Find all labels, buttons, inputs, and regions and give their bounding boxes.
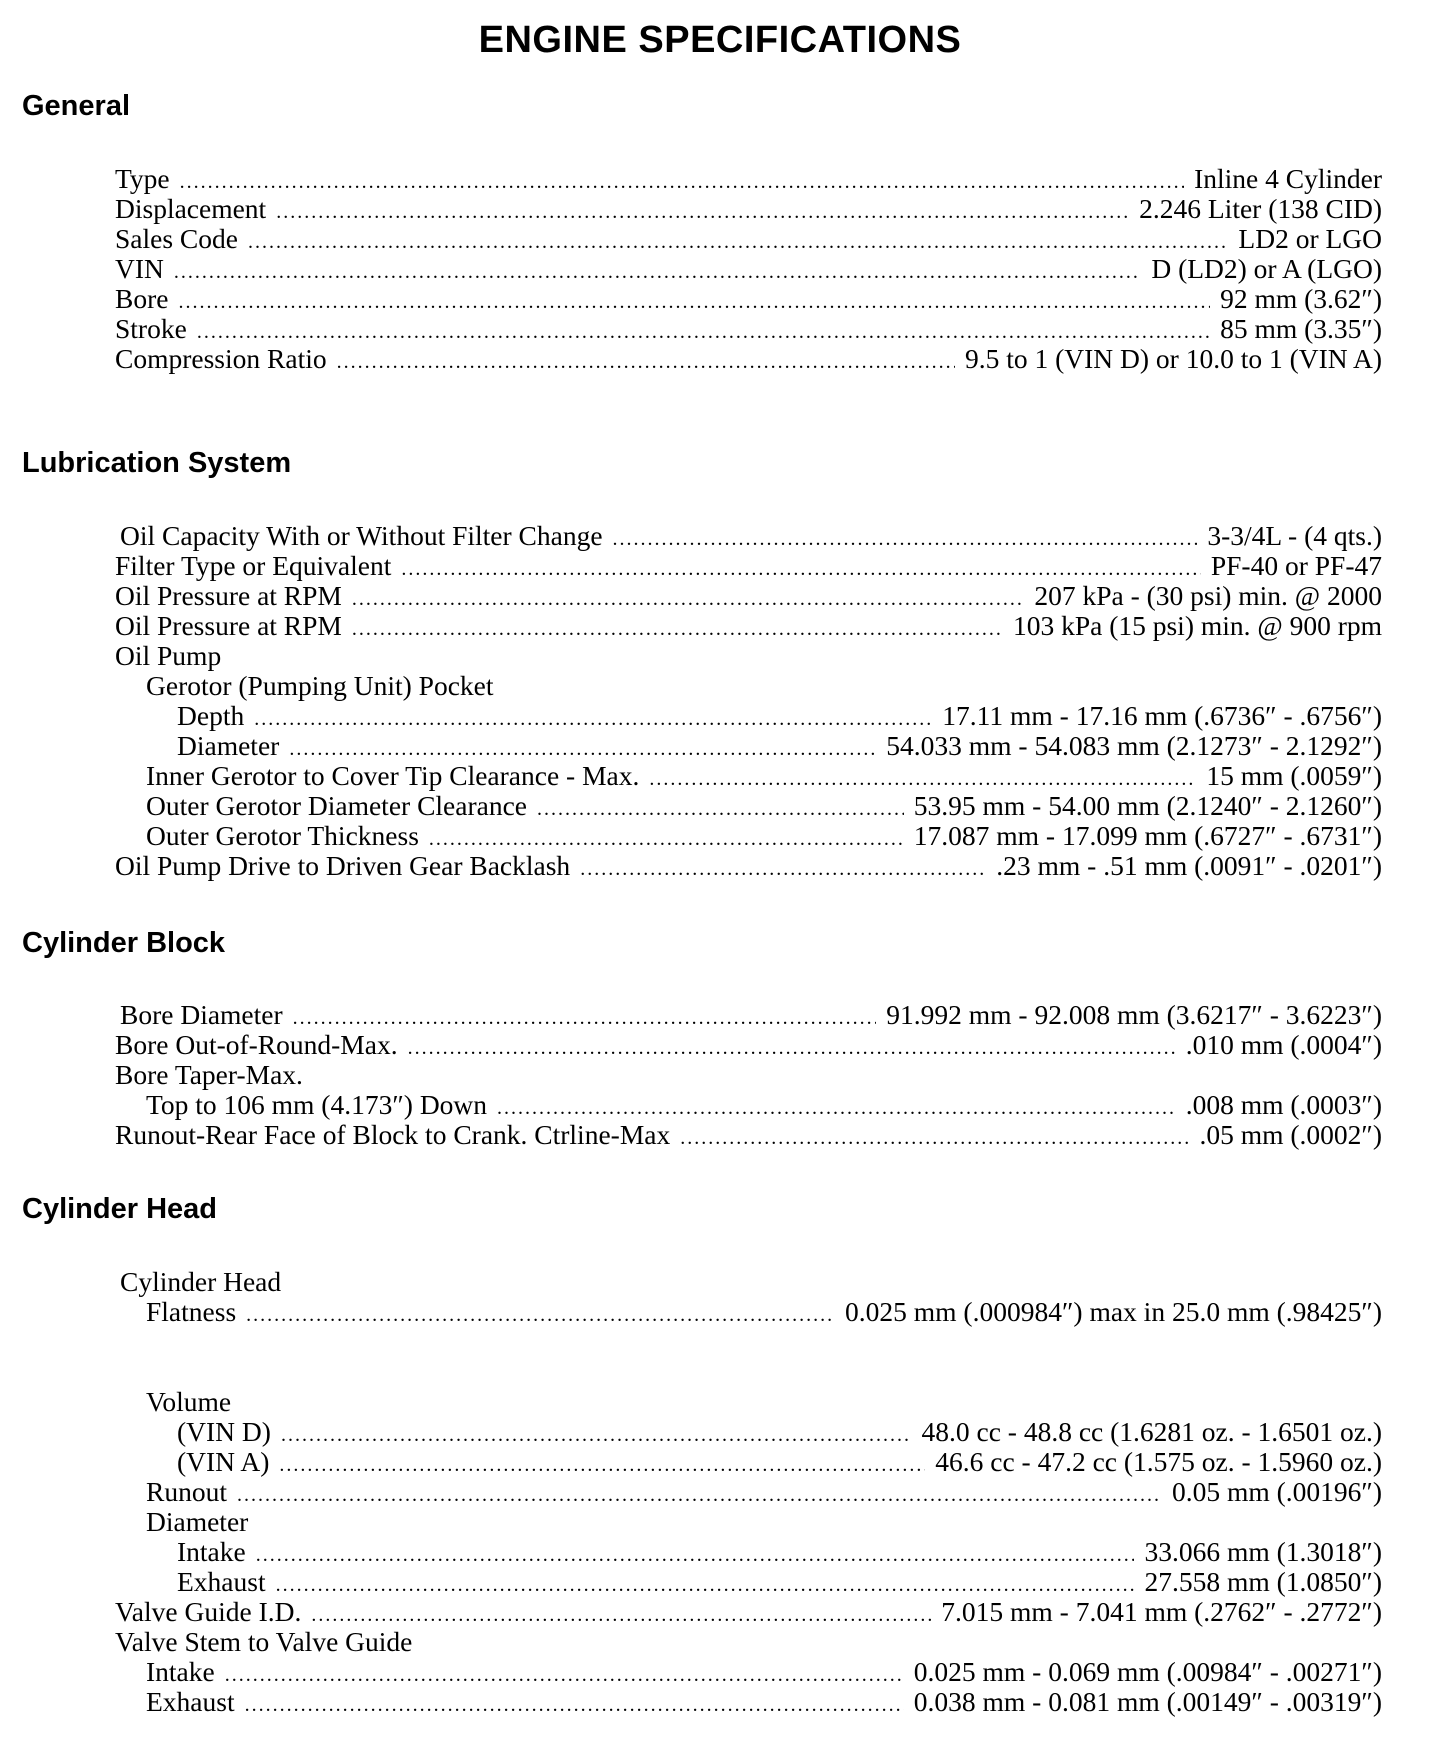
spec-row — [115, 314, 1382, 344]
leader-dots — [613, 524, 1198, 554]
spec-row — [115, 284, 1382, 314]
spec-label: Bore — [115, 283, 169, 314]
spec-label: Filter Type or Equivalent — [115, 550, 392, 581]
spec-row — [146, 1657, 1382, 1687]
spec-label: Oil Pressure at RPM — [115, 580, 342, 611]
leader-dots — [537, 794, 904, 824]
spec-row — [146, 761, 1382, 791]
spec-value: 9.5 to 1 (VIN D) or 10.0 to 1 (VIN A) — [964, 343, 1382, 374]
spec-label: Runout-Rear Face of Block to Crank. Ctrline-Max — [115, 1119, 671, 1150]
spec-row — [115, 1597, 1382, 1627]
spec-value: 7.015 mm - 7.041 mm (.2762″ - .2772″) — [941, 1596, 1382, 1627]
spec-row — [120, 521, 1382, 551]
spec-value: 92 mm (3.62″) — [1220, 283, 1382, 314]
spec-value: Inline 4 Cylinder — [1194, 163, 1382, 194]
spec-subheading — [146, 671, 494, 701]
spec-value: 103 kPa (15 psi) min. @ 900 rpm — [1012, 610, 1382, 641]
spec-label: Valve Guide I.D. — [115, 1596, 302, 1627]
leader-dots — [352, 584, 1024, 614]
spec-label: Displacement — [115, 193, 267, 224]
spec-row — [146, 791, 1382, 821]
spec-label: Exhaust — [146, 1686, 235, 1717]
spec-value: 46.6 cc - 47.2 cc (1.575 oz. - 1.5960 oz.) — [935, 1446, 1382, 1477]
spec-label: Diameter — [146, 1506, 249, 1537]
leader-dots — [256, 1540, 1135, 1570]
spec-value: .05 mm (.0002″) — [1199, 1119, 1382, 1150]
leader-dots — [408, 1033, 1176, 1063]
leader-dots — [246, 1300, 835, 1330]
spec-row — [115, 581, 1382, 611]
spec-value: D (LD2) or A (LGO) — [1151, 253, 1382, 284]
spec-label: Top to 106 mm (4.173″) Down — [146, 1089, 488, 1120]
spec-row — [146, 1477, 1382, 1507]
spec-label: Bore Diameter — [120, 999, 283, 1030]
leader-dots — [281, 1420, 912, 1450]
spec-subheading — [146, 1507, 248, 1537]
spec-subheading — [115, 1060, 303, 1090]
leader-dots — [180, 167, 1185, 197]
spec-value: LD2 or LGO — [1238, 223, 1382, 254]
section-heading-lubrication: Lubrication System — [22, 447, 292, 479]
spec-row — [115, 611, 1382, 641]
spec-row — [146, 1687, 1382, 1717]
leader-dots — [178, 287, 1210, 317]
spec-subheading — [120, 1267, 281, 1297]
spec-row — [115, 344, 1382, 374]
spec-label: Valve Stem to Valve Guide — [115, 1626, 413, 1657]
spec-row — [177, 1537, 1382, 1567]
spec-label: Runout — [146, 1476, 227, 1507]
spec-row — [120, 1000, 1382, 1030]
spec-label: Flatness — [146, 1296, 237, 1327]
spec-value: 17.11 mm - 17.16 mm (.6736″ - .6756″) — [942, 700, 1382, 731]
spec-label: Oil Capacity With or Without Filter Change — [120, 520, 603, 551]
spec-label: Gerotor (Pumping Unit) Pocket — [146, 670, 494, 701]
spec-value: 2.246 Liter (138 CID) — [1139, 193, 1382, 224]
spec-value: .008 mm (.0003″) — [1185, 1089, 1382, 1120]
spec-row — [115, 224, 1382, 254]
spec-value: 0.05 mm (.00196″) — [1171, 1476, 1382, 1507]
leader-dots — [254, 704, 932, 734]
leader-dots — [248, 227, 1228, 257]
spec-label: Outer Gerotor Diameter Clearance — [146, 790, 527, 821]
leader-dots — [352, 614, 1003, 644]
spec-label: Intake — [177, 1536, 246, 1567]
spec-label: Exhaust — [177, 1566, 266, 1597]
spec-label: Sales Code — [115, 223, 238, 254]
spec-label: Cylinder Head — [120, 1266, 282, 1297]
spec-row — [177, 1447, 1382, 1477]
spec-label: Type — [115, 163, 170, 194]
spec-label: Diameter — [177, 730, 280, 761]
spec-value: 15 mm (.0059″) — [1206, 760, 1382, 791]
spec-value: 17.087 mm - 17.099 mm (.6727″ - .6731″) — [913, 820, 1382, 851]
spec-value: 33.066 mm (1.3018″) — [1144, 1536, 1382, 1567]
spec-subheading — [115, 1627, 412, 1657]
spec-subheading — [115, 641, 221, 671]
spec-subheading — [146, 1387, 231, 1417]
leader-dots — [680, 1123, 1189, 1153]
spec-row — [146, 821, 1382, 851]
spec-value: 85 mm (3.35″) — [1220, 313, 1382, 344]
spec-label: Oil Pressure at RPM — [115, 610, 342, 641]
leader-dots — [337, 347, 955, 377]
section-heading-general: General — [22, 90, 130, 122]
spec-value: 27.558 mm (1.0850″) — [1144, 1566, 1382, 1597]
spec-row — [146, 1297, 1382, 1327]
section-heading-cylinder-block: Cylinder Block — [22, 927, 226, 959]
spec-label: Inner Gerotor to Cover Tip Clearance - Max. — [146, 760, 640, 791]
spec-label: Bore Out-of-Round-Max. — [115, 1029, 398, 1060]
spec-row — [177, 701, 1382, 731]
spec-row — [177, 731, 1382, 761]
spec-row — [115, 851, 1382, 881]
leader-dots — [237, 1480, 1162, 1510]
leader-dots — [279, 1450, 925, 1480]
spec-label: Oil Pump Drive to Driven Gear Backlash — [115, 850, 571, 881]
leader-dots — [580, 854, 986, 884]
spec-label: VIN — [115, 253, 164, 284]
spec-label: Bore Taper-Max. — [115, 1059, 303, 1090]
spec-label: Outer Gerotor Thickness — [146, 820, 419, 851]
spec-row — [115, 551, 1382, 581]
spec-label: Depth — [177, 700, 245, 731]
spec-label: (VIN D) — [177, 1416, 271, 1447]
spec-value: 0.025 mm - 0.069 mm (.00984″ - .00271″) — [913, 1656, 1382, 1687]
page-title: ENGINE SPECIFICATIONS — [478, 19, 962, 61]
spec-value: 0.025 mm (.000984″) max in 25.0 mm (.98425″) — [845, 1296, 1382, 1327]
spec-label: (VIN A) — [177, 1446, 270, 1477]
spec-value: .010 mm (.0004″) — [1185, 1029, 1382, 1060]
spec-value: 3-3/4L - (4 qts.) — [1207, 520, 1382, 551]
spec-row — [177, 1417, 1382, 1447]
leader-dots — [245, 1690, 904, 1720]
spec-value: PF-40 or PF-47 — [1210, 550, 1382, 581]
spec-row — [115, 254, 1382, 284]
spec-value: 53.95 mm - 54.00 mm (2.1240″ - 2.1260″) — [913, 790, 1382, 821]
spec-label: Oil Pump — [115, 640, 222, 671]
leader-dots — [225, 1660, 904, 1690]
spec-value: 91.992 mm - 92.008 mm (3.6217″ - 3.6223″) — [886, 999, 1382, 1030]
spec-row — [115, 1120, 1382, 1150]
leader-dots — [276, 197, 1129, 227]
leader-dots — [174, 257, 1141, 287]
spec-row — [146, 1090, 1382, 1120]
spec-label: Volume — [146, 1386, 232, 1417]
spec-row — [115, 164, 1382, 194]
spec-row — [115, 194, 1382, 224]
spec-value: 54.033 mm - 54.083 mm (2.1273″ - 2.1292″) — [886, 730, 1382, 761]
spec-row — [115, 1030, 1382, 1060]
spec-value: 0.038 mm - 0.081 mm (.00149″ - .00319″) — [913, 1686, 1382, 1717]
spec-value: .23 mm - .51 mm (.0091″ - .0201″) — [996, 850, 1382, 881]
section-heading-cylinder-head: Cylinder Head — [22, 1193, 217, 1225]
spec-value: 48.0 cc - 48.8 cc (1.6281 oz. - 1.6501 oz.) — [921, 1416, 1382, 1447]
spec-label: Intake — [146, 1656, 215, 1687]
spec-value: 207 kPa - (30 psi) min. @ 2000 — [1034, 580, 1382, 611]
spec-label: Stroke — [115, 313, 187, 344]
spec-label: Compression Ratio — [115, 343, 327, 374]
spec-row — [177, 1567, 1382, 1597]
